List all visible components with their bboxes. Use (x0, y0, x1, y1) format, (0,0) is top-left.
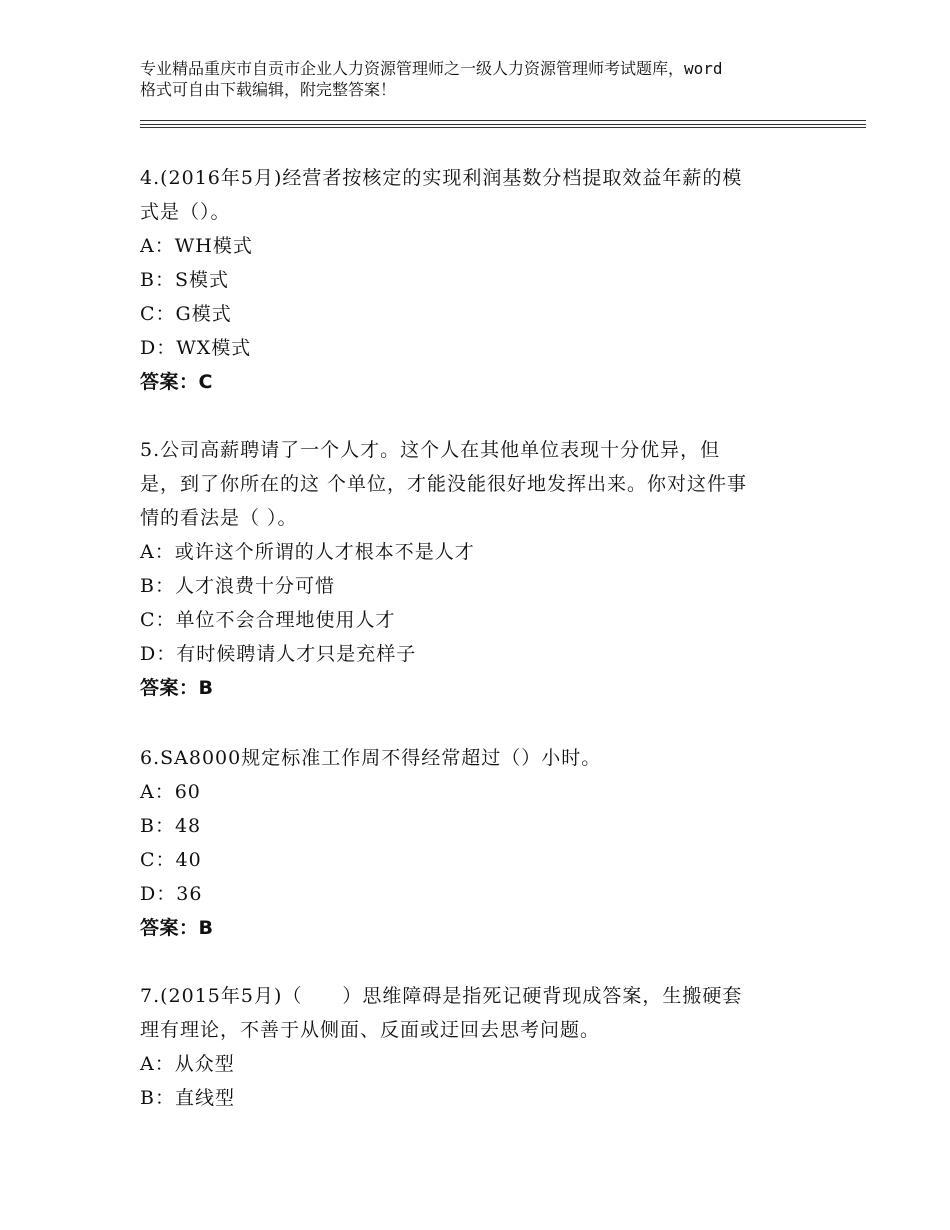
option-a: A：WH模式 (140, 235, 253, 257)
answer: 答案：B (140, 677, 214, 699)
option-b: B：S模式 (140, 269, 229, 291)
option-d: D：有时候聘请人才只是充样子 (140, 643, 417, 665)
question-stem-line: 7.(2015年5月)（ ）思维障碍是指死记硬背现成答案，生搬硬套 (140, 985, 743, 1007)
header-rule-middle (140, 124, 866, 125)
option-a: A：或许这个所谓的人才根本不是人才 (140, 541, 475, 563)
question-6 (140, 741, 820, 945)
option-a: A：从众型 (140, 1053, 235, 1075)
option-b: B：48 (140, 815, 202, 837)
header-rule-bottom (140, 127, 866, 128)
question-5 (140, 433, 820, 705)
question-stem-line: 5.公司高薪聘请了一个人才。这个人在其他单位表现十分优异，但 (140, 439, 721, 461)
question-stem-line: 式是（）。 (140, 201, 231, 223)
question-7 (140, 979, 820, 1115)
answer: 答案：B (140, 917, 214, 939)
option-c: C：40 (140, 849, 202, 871)
page-header (140, 58, 840, 100)
question-stem-line: 4.(2016年5月)经营者按核定的实现利润基数分档提取效益年薪的模 (140, 167, 743, 189)
header-line-2: 格式可自由下载编辑，附完整答案！ (140, 80, 397, 99)
question-stem-line: 是，到了你所在的这 个单位，才能没能很好地发挥出来。你对这件事 (140, 473, 748, 495)
option-b: B：直线型 (140, 1087, 235, 1109)
question-4 (140, 161, 820, 399)
option-c: C：单位不会合理地使用人才 (140, 609, 396, 631)
header-rule-top (140, 120, 866, 121)
option-d: D：36 (140, 883, 203, 905)
option-b: B：人才浪费十分可惜 (140, 575, 335, 597)
answer: 答案：C (140, 371, 213, 393)
option-d: D：WX模式 (140, 337, 252, 359)
question-stem-line: 情的看法是（ ）。 (140, 507, 298, 529)
question-stem-line: 理有理论，不善于从侧面、反面或迂回去思考问题。 (140, 1019, 601, 1041)
question-stem-line: 6.SA8000规定标准工作周不得经常超过（）小时。 (140, 747, 602, 769)
option-c: C：G模式 (140, 303, 232, 325)
header-line-1: 专业精品重庆市自贡市企业人力资源管理师之一级人力资源管理师考试题库，word (140, 59, 723, 78)
option-a: A：60 (140, 781, 201, 803)
